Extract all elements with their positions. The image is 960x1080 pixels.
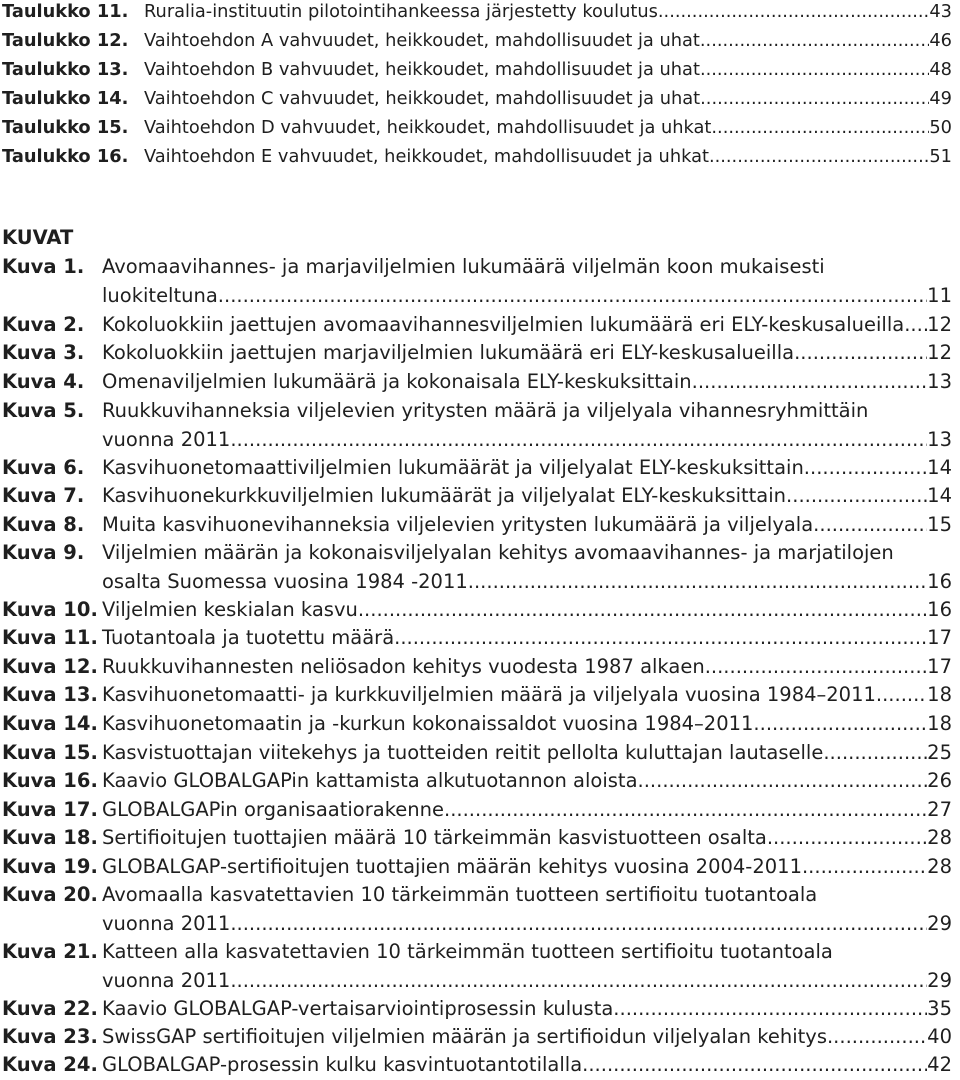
dot-leader bbox=[767, 824, 927, 853]
entry-title: Ruralia-instituutin pilotointihankeessa järjestetty koulutus bbox=[144, 1, 658, 22]
entry-title: Avomaalla kasvatettavien 10 tärkeimmän tuotteen sertifioitu tuotantoala bbox=[102, 883, 818, 906]
page-number: 51 bbox=[929, 146, 952, 167]
dot-leader bbox=[711, 114, 929, 143]
page-number: 50 bbox=[929, 117, 952, 138]
toc-entry-taulukko-16[interactable] bbox=[2, 143, 952, 172]
entry-label: Taulukko 11. bbox=[2, 1, 129, 22]
page-number: 11 bbox=[927, 283, 952, 307]
entry-label: Kuva 18. bbox=[2, 826, 98, 849]
entry-title: Ruukkuvihannesten neliösadon kehitys vuodesta 1987 alkaen bbox=[102, 655, 705, 678]
toc-entry-kuva-1[interactable] bbox=[2, 253, 952, 311]
dot-leader bbox=[813, 511, 927, 540]
entry-title-cont: luokiteltuna bbox=[102, 283, 218, 307]
entry-title: SwissGAP sertifioitujen viljelmien määrän ja sertifioidun viljelyalan kehitys bbox=[102, 1025, 827, 1048]
dot-leader bbox=[705, 653, 927, 682]
page-number: 46 bbox=[929, 30, 952, 51]
entry-title: Vaihtoehdon D vahvuudet, heikkoudet, mahdollisuudet ja uhkat bbox=[144, 117, 712, 138]
entry-title: Kasvihuonetomaatin ja -kurkun kokonaissaldot vuosina 1984–2011 bbox=[102, 712, 754, 735]
dot-leader bbox=[218, 282, 927, 311]
entry-label: Kuva 9. bbox=[2, 541, 85, 564]
entry-title: Kaavio GLOBALGAPin kattamista alkutuotannon aloista bbox=[102, 769, 638, 792]
entry-label: Taulukko 13. bbox=[2, 59, 129, 80]
entry-label: Kuva 4. bbox=[2, 370, 85, 393]
page-number: 14 bbox=[927, 484, 952, 507]
page-number: 29 bbox=[927, 911, 952, 935]
toc-entry-kuva-20[interactable] bbox=[2, 881, 952, 939]
entry-title: Kasvistuottajan viitekehys ja tuotteiden reitit pellolta kuluttajan lautaselle bbox=[102, 741, 824, 764]
entry-title: Kokoluokkiin jaettujen avomaavihannesviljelmien lukumäärä eri ELY-keskusalueilla bbox=[102, 313, 905, 336]
toc-entry-taulukko-13[interactable] bbox=[2, 56, 952, 85]
page-number: 12 bbox=[927, 341, 952, 364]
page-number: 17 bbox=[927, 626, 952, 649]
toc-entry-taulukko-12[interactable] bbox=[2, 27, 952, 56]
section-heading-kuvat: KUVAT bbox=[2, 226, 74, 249]
entry-title: Kaavio GLOBALGAP-vertaisarviointiprosessin kulusta bbox=[102, 997, 614, 1020]
page-number: 27 bbox=[927, 798, 952, 821]
toc-entry-kuva-3[interactable] bbox=[2, 339, 952, 368]
entry-title: Muita kasvihuonevihanneksia viljelevien yritysten lukumäärä ja viljelyala bbox=[102, 513, 814, 536]
entry-label: Kuva 1. bbox=[2, 255, 85, 278]
entry-title-cont: vuonna 2011 bbox=[102, 911, 231, 935]
entry-title: GLOBALGAPin organisaatiorakenne bbox=[102, 798, 445, 821]
entry-title: Tuotantoala ja tuotettu määrä bbox=[102, 626, 395, 649]
dot-leader bbox=[786, 482, 927, 511]
entry-title: Kasvihuonekurkkuviljelmien lukumäärät ja viljelyalat ELY-keskuksittain bbox=[102, 484, 787, 507]
page-number: 14 bbox=[927, 456, 952, 479]
entry-label: Kuva 16. bbox=[2, 769, 98, 792]
dot-leader bbox=[802, 853, 927, 882]
page-number: 18 bbox=[927, 712, 952, 735]
page-number: 18 bbox=[927, 683, 952, 706]
toc-entry-kuva-5[interactable] bbox=[2, 397, 952, 455]
page-number: 26 bbox=[927, 769, 952, 792]
page-number: 42 bbox=[927, 1053, 952, 1076]
dot-leader bbox=[230, 426, 927, 455]
toc-entry-kuva-16[interactable] bbox=[2, 767, 952, 796]
entry-label: Kuva 2. bbox=[2, 313, 85, 336]
entry-title: Vaihtoehdon A vahvuudet, heikkoudet, mahdollisuudet ja uhat bbox=[144, 30, 700, 51]
entry-label: Kuva 7. bbox=[2, 484, 85, 507]
entry-label: Kuva 22. bbox=[2, 997, 98, 1020]
entry-title: Omenaviljelmien lukumäärä ja kokonaisala ELY-keskuksittain bbox=[102, 370, 692, 393]
toc-entry-taulukko-11[interactable] bbox=[2, 0, 952, 27]
dot-leader bbox=[823, 739, 927, 768]
page-number: 28 bbox=[927, 855, 952, 878]
dot-leader bbox=[810, 454, 927, 483]
entry-label: Kuva 6. bbox=[2, 456, 85, 479]
page-number: 43 bbox=[929, 1, 952, 22]
toc-entry-kuva-11[interactable] bbox=[2, 624, 952, 653]
toc-entry-kuva-19[interactable] bbox=[2, 853, 952, 882]
entry-title: Ruukkuvihanneksia viljelevien yritysten määrä ja viljelyala vihannesryhmittäin bbox=[102, 399, 869, 422]
entry-title-cont: osalta Suomessa vuosina 1984 -2011 bbox=[102, 569, 468, 593]
toc-entry-kuva-21[interactable] bbox=[2, 938, 952, 996]
dot-leader bbox=[230, 967, 927, 996]
entry-label: Kuva 13. bbox=[2, 683, 98, 706]
toc-entry-kuva-12[interactable] bbox=[2, 653, 952, 682]
entry-title: Kasvihuonetomaattiviljelmien lukumäärät ja viljelyalat ELY-keskuksittain. bbox=[102, 456, 810, 479]
dot-leader bbox=[709, 143, 929, 172]
entry-title: Katteen alla kasvatettavien 10 tärkeimmän tuotteen sertifioitu tuotantoala bbox=[102, 940, 833, 963]
toc-entry-kuva-10[interactable] bbox=[2, 596, 952, 625]
entry-title: Vaihtoehdon E vahvuudet, heikkoudet, mahdollisuudet ja uhkat bbox=[144, 146, 709, 167]
entry-title-cont: vuonna 2011 bbox=[102, 427, 231, 451]
dot-leader bbox=[827, 1023, 927, 1052]
entry-label: Kuva 17. bbox=[2, 798, 98, 821]
entry-label: Kuva 24. bbox=[2, 1053, 98, 1076]
toc-entry-taulukko-14[interactable] bbox=[2, 85, 952, 114]
toc-entry-kuva-8[interactable] bbox=[2, 511, 952, 540]
page-number: 13 bbox=[927, 370, 952, 393]
page-number: 16 bbox=[927, 598, 952, 621]
dot-leader bbox=[904, 311, 927, 340]
entry-label: Kuva 8. bbox=[2, 513, 85, 536]
entry-title: Kokoluokkiin jaettujen marjaviljelmien lukumäärä eri ELY-keskusalueilla. bbox=[102, 341, 801, 364]
toc-entry-kuva-18[interactable] bbox=[2, 824, 952, 853]
entry-title: Vaihtoehdon C vahvuudet, heikkoudet, mahdollisuudet ja uhat bbox=[144, 88, 701, 109]
dot-leader bbox=[582, 1051, 927, 1080]
entry-label: Kuva 21. bbox=[2, 940, 98, 963]
dot-leader bbox=[613, 995, 927, 1024]
entry-label: Taulukko 12. bbox=[2, 30, 129, 51]
page-number: 13 bbox=[927, 427, 952, 451]
entry-title: Viljelmien määrän ja kokonaisviljelyalan kehitys avomaavihannes- ja marjatilojen bbox=[102, 541, 894, 564]
page-number: 25 bbox=[927, 741, 952, 764]
dot-leader bbox=[638, 767, 928, 796]
page-number: 49 bbox=[929, 88, 952, 109]
entry-label: Kuva 20. bbox=[2, 883, 98, 906]
toc-entry-kuva-17[interactable] bbox=[2, 796, 952, 825]
entry-label: Kuva 15. bbox=[2, 741, 98, 764]
dot-leader bbox=[882, 681, 927, 710]
toc-entry-kuva-9[interactable] bbox=[2, 539, 952, 597]
entry-label: Kuva 5. bbox=[2, 399, 85, 422]
dot-leader bbox=[444, 796, 927, 825]
entry-label: Taulukko 14. bbox=[2, 88, 129, 109]
entry-title: Sertifioitujen tuottajien määrä 10 tärkeimmän kasvistuotteen osalta bbox=[102, 826, 767, 849]
entry-title: GLOBALGAP-sertifioitujen tuottajien määrän kehitys vuosina 2004-2011 bbox=[102, 855, 802, 878]
page-number: 28 bbox=[927, 826, 952, 849]
entry-title: Kasvihuonetomaatti- ja kurkkuviljelmien määrä ja viljelyala vuosina 1984–2011. bbox=[102, 683, 883, 706]
toc-entry-kuva-4[interactable] bbox=[2, 368, 952, 397]
entry-label: Kuva 10. bbox=[2, 598, 98, 621]
page-number: 15 bbox=[927, 513, 952, 536]
page-number: 48 bbox=[929, 59, 952, 80]
page-number: 29 bbox=[927, 968, 952, 992]
toc-entry-kuva-2[interactable] bbox=[2, 311, 952, 340]
page-number: 40 bbox=[927, 1025, 952, 1048]
entry-label: Kuva 3. bbox=[2, 341, 85, 364]
toc-entry-kuva-22[interactable] bbox=[2, 995, 952, 1024]
dot-leader bbox=[700, 27, 929, 56]
entry-title: Avomaavihannes- ja marjaviljelmien lukumäärä viljelmän koon mukaisesti bbox=[102, 255, 825, 278]
toc-entry-taulukko-15[interactable] bbox=[2, 114, 952, 143]
page-number: 35 bbox=[927, 997, 952, 1020]
dot-leader bbox=[800, 339, 927, 368]
dot-leader bbox=[394, 624, 927, 653]
toc-entry-kuva-13[interactable] bbox=[2, 681, 952, 710]
toc-entry-kuva-6[interactable] bbox=[2, 454, 952, 483]
dot-leader bbox=[468, 568, 927, 597]
entry-label: Kuva 23. bbox=[2, 1025, 98, 1048]
entry-title-cont: vuonna 2011 bbox=[102, 968, 231, 992]
entry-label: Kuva 19. bbox=[2, 855, 98, 878]
dot-leader bbox=[692, 368, 928, 397]
page-number: 16 bbox=[927, 569, 952, 593]
entry-label: Kuva 11. bbox=[2, 626, 98, 649]
dot-leader bbox=[700, 56, 929, 85]
toc-entry-kuva-23[interactable] bbox=[2, 1023, 952, 1052]
entry-label: Kuva 12. bbox=[2, 655, 98, 678]
dot-leader bbox=[753, 710, 927, 739]
page-number: 12 bbox=[927, 313, 952, 336]
toc-entry-kuva-24[interactable] bbox=[2, 1051, 952, 1080]
toc-entry-kuva-7[interactable] bbox=[2, 482, 952, 511]
dot-leader bbox=[358, 596, 927, 625]
dot-leader bbox=[700, 85, 929, 114]
entry-label: Kuva 14. bbox=[2, 712, 98, 735]
entry-title: GLOBALGAP-prosessin kulku kasvintuotantotilalla bbox=[102, 1053, 583, 1076]
toc-entry-kuva-14[interactable] bbox=[2, 710, 952, 739]
dot-leader bbox=[658, 0, 929, 27]
page-number: 17 bbox=[927, 655, 952, 678]
entry-title: Vaihtoehdon B vahvuudet, heikkoudet, mahdollisuudet ja uhat bbox=[144, 59, 700, 80]
dot-leader bbox=[230, 910, 927, 939]
entry-title: Viljelmien keskialan kasvu bbox=[102, 598, 358, 621]
entry-label: Taulukko 16. bbox=[2, 146, 129, 167]
toc-entry-kuva-15[interactable] bbox=[2, 739, 952, 768]
entry-label: Taulukko 15. bbox=[2, 117, 129, 138]
